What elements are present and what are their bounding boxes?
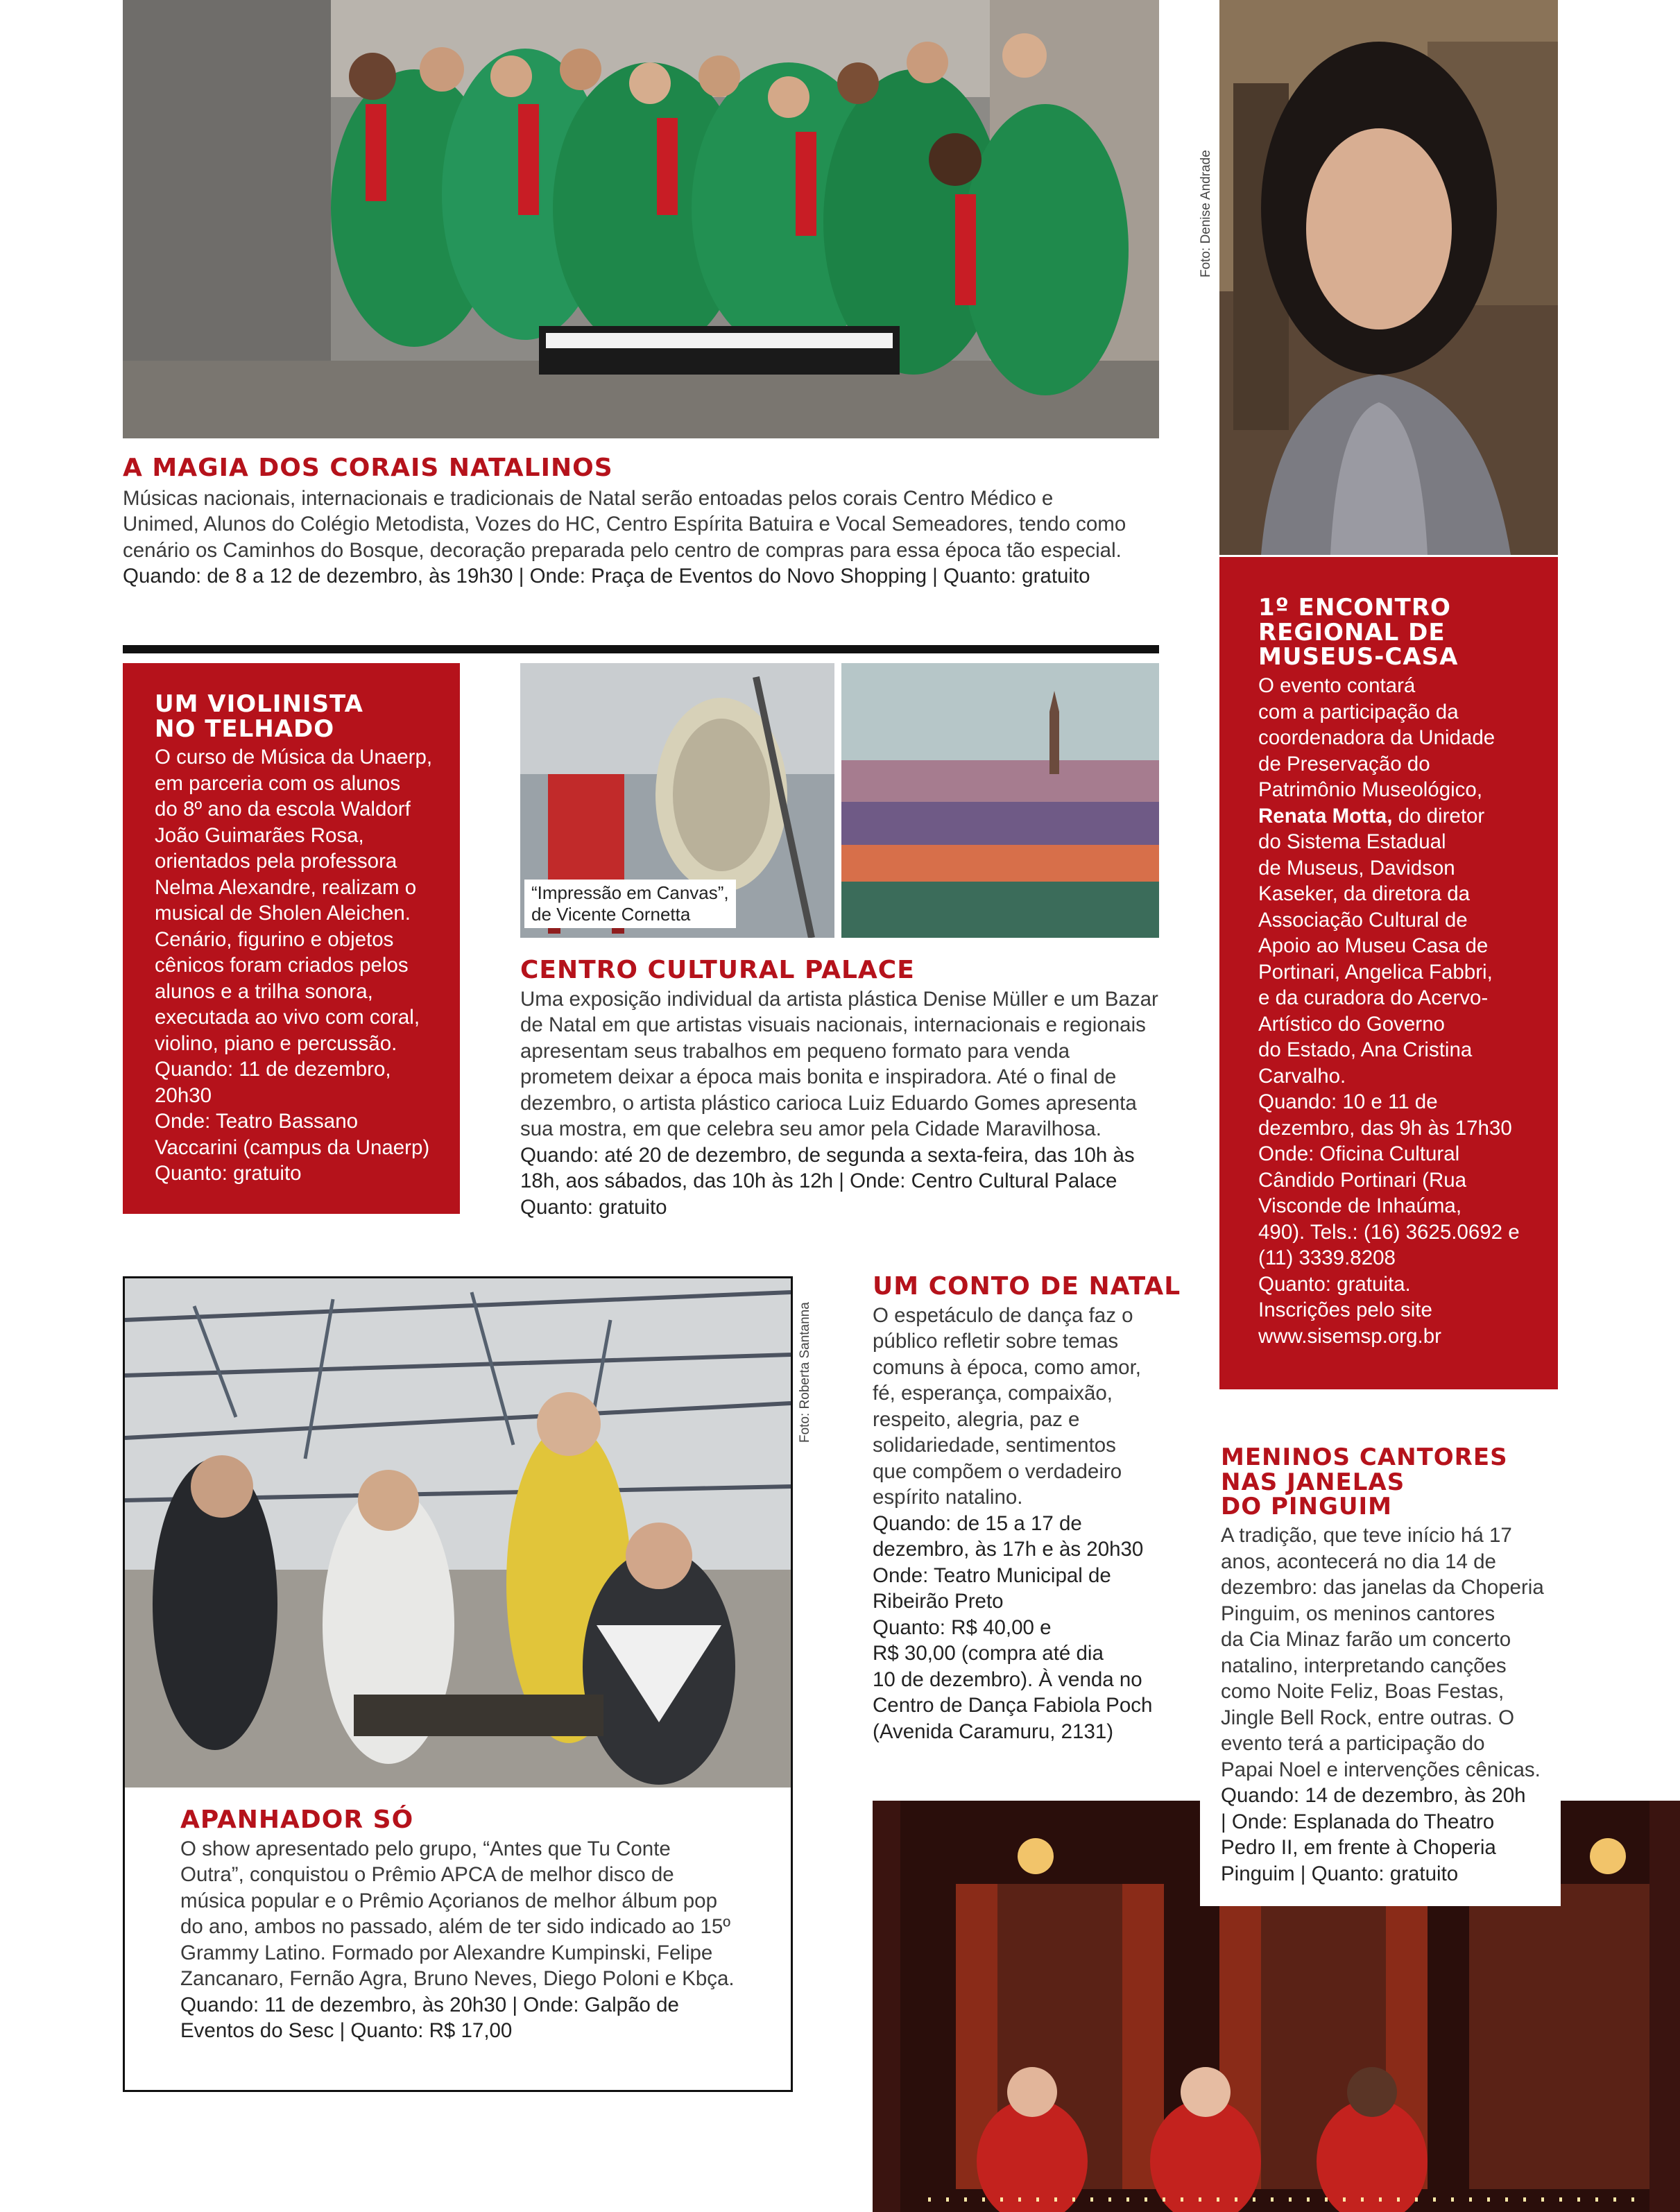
corais-info: Quando: de 8 a 12 de dezembro, às 19h30 | Onde: Praça de Eventos do Novo Shopping | Quanto: gratuito <box>123 565 1090 588</box>
article-apanhador <box>123 1276 793 2092</box>
encontro-body: O evento contará com a participação da coordenadora da Unidade de Preservação do Patrimônio Museológico, Renata Motta, do diretor do Sistema Estadual de Museus, Davidson Kaseker, da diretora da Associação Cultural de Apoio ao Museu Casa de Portinari, Angelica Fabbri, e da curadora do Acervo- Artístico do Governo do Estado, Ana Cristina Carvalho. Quando: 10 e 11 de dezembro, das 9h às 17h30 Onde: Oficina Cultural Cândido Portinari (Rua Visconde de Inhaúma, 490). Tels.: (16) 3625.0692 e (11) 3339.8208 Quanto: gratuita. Inscrições pelo site www.sisemsp.org.br <box>1258 674 1520 1348</box>
band-photo-credit: Foto: Roberta Santanna <box>798 1302 812 1443</box>
conto-title: UM CONTO DE NATAL <box>873 1272 1181 1301</box>
apanhador-title: APANHADOR SÓ <box>180 1806 414 1834</box>
article-encontro <box>1219 557 1558 1389</box>
conto-body: O espetáculo de dança faz o público refletir sobre temas comuns à época, como amor, fé, esperança, compaixão, respeito, alegria, paz e solidariedade, sentimentos que compõem o verdadeiro espírito natalino. Quando: de 15 a 17 de dezembro, às 17h e às 20h30 Onde: Teatro Municipal de Ribeirão Preto Quanto: R$ 40,00 e R$ 30,00 (compra até dia 10 de dezembro). À venda no Centro de Dança Fabiola Poch (Avenida Caramuru, 2131) <box>873 1303 1153 1743</box>
palace-title: CENTRO CULTURAL PALACE <box>520 956 915 984</box>
encontro-highlight: Renata Motta, <box>1258 804 1393 828</box>
meninos-body: A tradição, que teve início há 17 anos, acontecerá no dia 14 de dezembro: das janelas da Choperia Pinguim, os meninos cantores da Cia Minaz farão um concerto natalino, interpretando canções como Noite Feliz, Boas Festas, Jingle Bell Rock, entre outras. O evento terá a participação do Papai Noel e intervenções cênicas. Quando: 14 de dezembro, às 20h | Onde: Esplanada do Theatro Pedro II, em frente à Choperia Pinguim | Quanto: gratuito <box>1221 1524 1544 1885</box>
article-meninos <box>1200 1426 1561 1906</box>
canvas-caption: “Impressão em Canvas”, de Vicente Cornetta <box>524 880 736 928</box>
violinista-title: UM VIOLINISTA NO TELHADO <box>155 690 363 743</box>
section-divider <box>123 645 1159 653</box>
palace-body: Uma exposição individual da artista plástica Denise Müller e um Bazar de Natal em que artistas visuais nacionais, internacionais e regionais apresentam seus trabalhos em pequeno formato para venda prometem deixar a época mais bonita e inspiradora. Até o final de dezembro, o artista plástico carioca Luiz Eduardo Gomes apresenta sua mostra, em que celebra seu amor pela Cidade Maravilhosa. Quando: até 20 de dezembro, de segunda a sexta-feira, das 10h às 18h, aos sábados, das 10h às 12h | Onde: Centro Cultural Palace Quanto: gratuito <box>520 987 1158 1219</box>
article-conto <box>873 1274 1206 1744</box>
corais-body: Músicas nacionais, internacionais e tradicionais de Natal serão entoadas pelos corais Centro Médico e Unimed, Alunos do Colégio Metodista, Vozes do HC, Centro Espírita Batuira e Vocal Semeadores, tendo como cenário os Caminhos do Bosque, decoração preparada pelo centro de compras para essa época tão especial. Quando: de 8 a 12 de dezembro, às 19h30 | Onde: Praça de Eventos do Novo Shopping | Quanto: gratuito <box>123 486 1205 590</box>
museum-photo-credit: Foto: Denise Andrade <box>1199 150 1213 277</box>
corais-title: A MAGIA DOS CORAIS NATALINOS <box>123 454 613 482</box>
band-photo <box>125 1278 791 1787</box>
museum-portrait-photo <box>1219 0 1558 555</box>
apanhador-body: O show apresentado pelo grupo, “Antes que Tu Conte Outra”, conquistou o Prêmio APCA de melhor disco de música popular e o Prêmio Açorianos de melhor álbum pop do ano, ambos no passado, além de ter sido indicado ao 15º Grammy Latino. Formado por Alexandre Kumpinski, Felipe Zancanaro, Fernão Agra, Bruno Neves, Diego Poloni e Kbça. Quando: 11 de dezembro, às 20h30 | Onde: Galpão de Eventos do Sesc | Quanto: R$ 17,00 <box>180 1837 735 2043</box>
article-corais <box>123 455 1205 590</box>
landscape-painting <box>841 663 1159 938</box>
article-violinista <box>123 663 460 1214</box>
encontro-title: 1º ENCONTRO REGIONAL DE MUSEUS-CASA <box>1258 594 1459 671</box>
violinista-body: O curso de Música da Unaerp, em parceria com os alunos do 8º ano da escola Waldorf João Guimarães Rosa, orientados pela professora Nelma Alexandre, realizam o musical de Sholen Aleichen. Cenário, figurino e objetos cênicos foram criados pelos alunos e a trilha sonora, executada ao vivo com coral, violino, piano e percussão. Quando: 11 de dezembro, 20h30 Onde: Teatro Bassano Vaccarini (campus da Unaerp) Quanto: gratuito <box>155 746 433 1185</box>
choir-photo <box>123 0 1159 438</box>
article-palace <box>520 957 1172 1220</box>
meninos-title: MENINOS CANTORES NAS JANELAS DO PINGUIM <box>1221 1443 1508 1521</box>
